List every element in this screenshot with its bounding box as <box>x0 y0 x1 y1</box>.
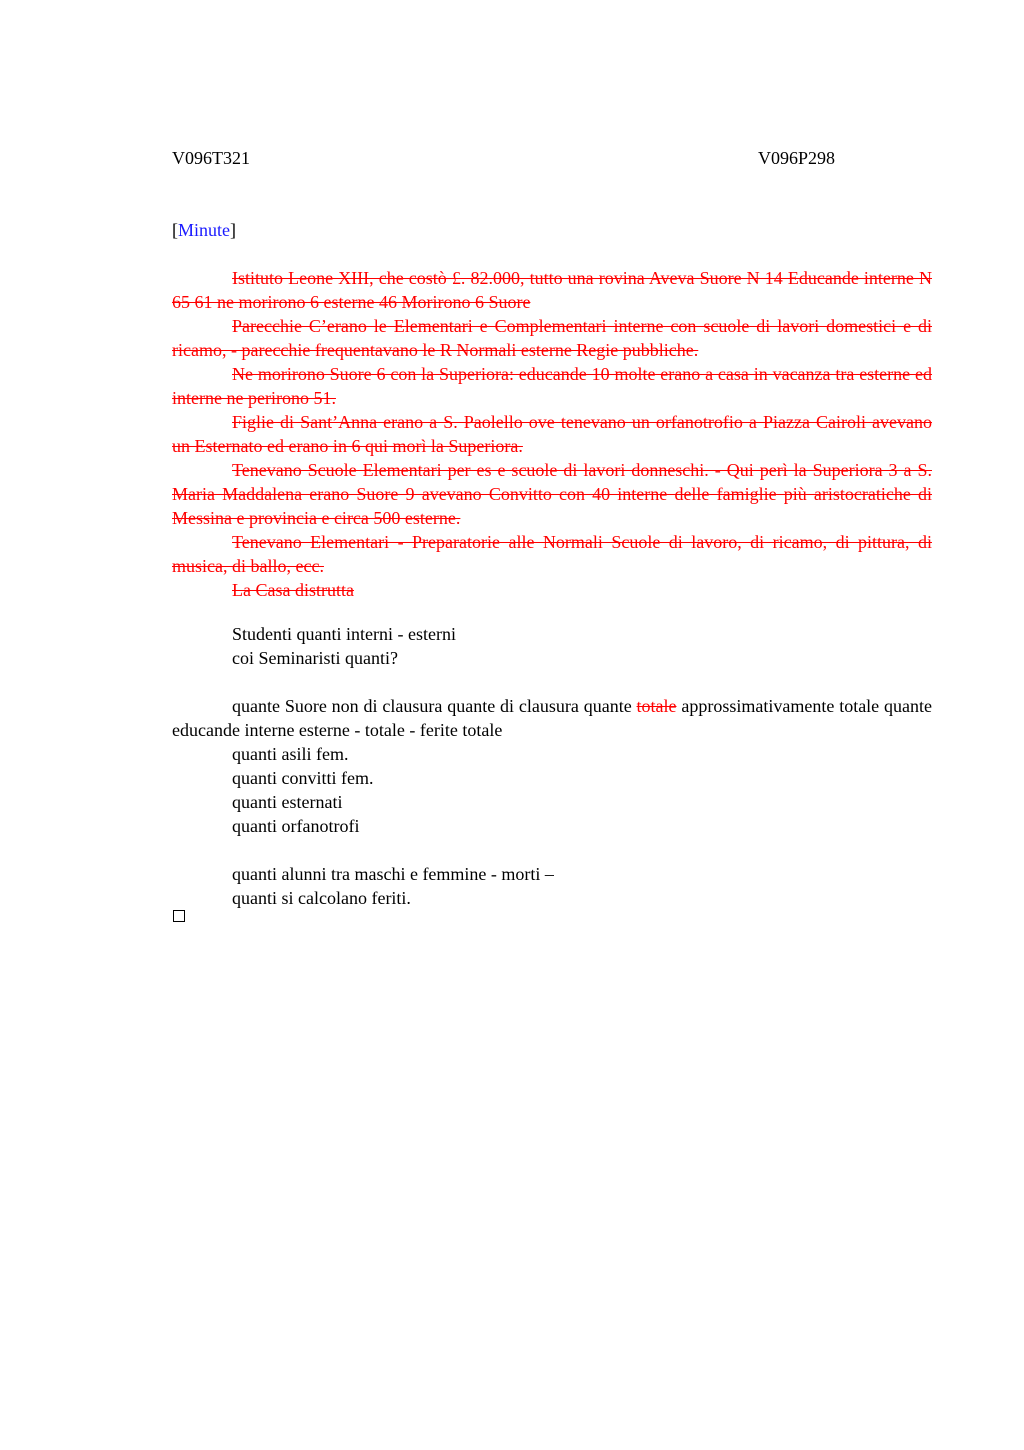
question-line: coi Seminaristi quanti? <box>232 648 398 668</box>
questions-institutions <box>172 742 932 838</box>
checkbox-icon[interactable] <box>173 910 185 922</box>
struck-paragraph: Tenevano Elementari - Preparatorie alle Normali Scuole di lavoro, di ricamo, di pittura, di musica, di ballo, ecc. <box>172 532 932 576</box>
question-line: quanti esternati <box>232 792 343 812</box>
question-line: quanti alunni tra maschi e femmine - morti – <box>232 864 554 884</box>
struck-paragraph: Ne morirono Suore 6 con la Superiora: educande 10 molte erano a casa in vacanza tra esterne ed interne ne perirono 51. <box>172 364 932 408</box>
struck-paragraph: Figlie di Sant’Anna erano a S. Paolello ove tenevano un orfanotrofio a Piazza Cairoli avevano un Esternato ed erano in 6 qui morì la Superiora. <box>172 412 932 456</box>
question-text-after: approssimativamente totale quante educande interne esterne - totale - ferite totale <box>172 696 933 740</box>
question-line: quanti convitti fem. <box>232 768 374 788</box>
right-document-code: V096P298 <box>758 148 836 168</box>
struck-notes <box>172 266 932 602</box>
question-paragraph <box>172 694 932 742</box>
document-header <box>172 146 932 170</box>
questions-students <box>172 622 932 670</box>
struck-word: totale <box>636 696 677 716</box>
close-bracket: ] <box>230 220 236 240</box>
questions-nuns <box>172 694 932 742</box>
question-line: quanti asili fem. <box>232 744 349 764</box>
question-line: Studenti quanti interni - esterni <box>232 624 456 644</box>
question-line: quanti si calcolano feriti. <box>232 888 411 908</box>
struck-paragraph: Parecchie C’erano le Elementari e Complementari interne con scuole di lavori domestici e di ricamo, - parecchie frequentavano le R Normali esterne Regie pubbliche. <box>172 316 932 360</box>
open-bracket: [ <box>172 220 178 240</box>
minute-link[interactable]: Minute <box>178 220 230 240</box>
questions-pupils <box>172 862 932 910</box>
left-document-code: V096T321 <box>172 148 250 168</box>
struck-paragraph: La Casa distrutta <box>232 580 354 600</box>
document-page <box>172 0 932 1450</box>
section-label <box>172 218 236 242</box>
question-line: quanti orfanotrofi <box>232 816 360 836</box>
question-text-before: quante Suore non di clausura quante di clausura quante <box>232 696 637 716</box>
struck-paragraph: Istituto Leone XIII, che costò £. 82.000, tutto una rovina Aveva Suore N 14 Educande interne N 65 61 ne morirono 6 esterne 46 Morirono 6 Suore <box>172 268 932 312</box>
struck-paragraph: Tenevano Scuole Elementari per es e scuole di lavori donneschi. - Qui perì la Superiora 3 a S. Maria Maddalena erano Suore 9 avevano Convitto con 40 interne delle famiglie più aristocratiche di Messina e provincia e circa 500 esterne. <box>172 460 932 528</box>
